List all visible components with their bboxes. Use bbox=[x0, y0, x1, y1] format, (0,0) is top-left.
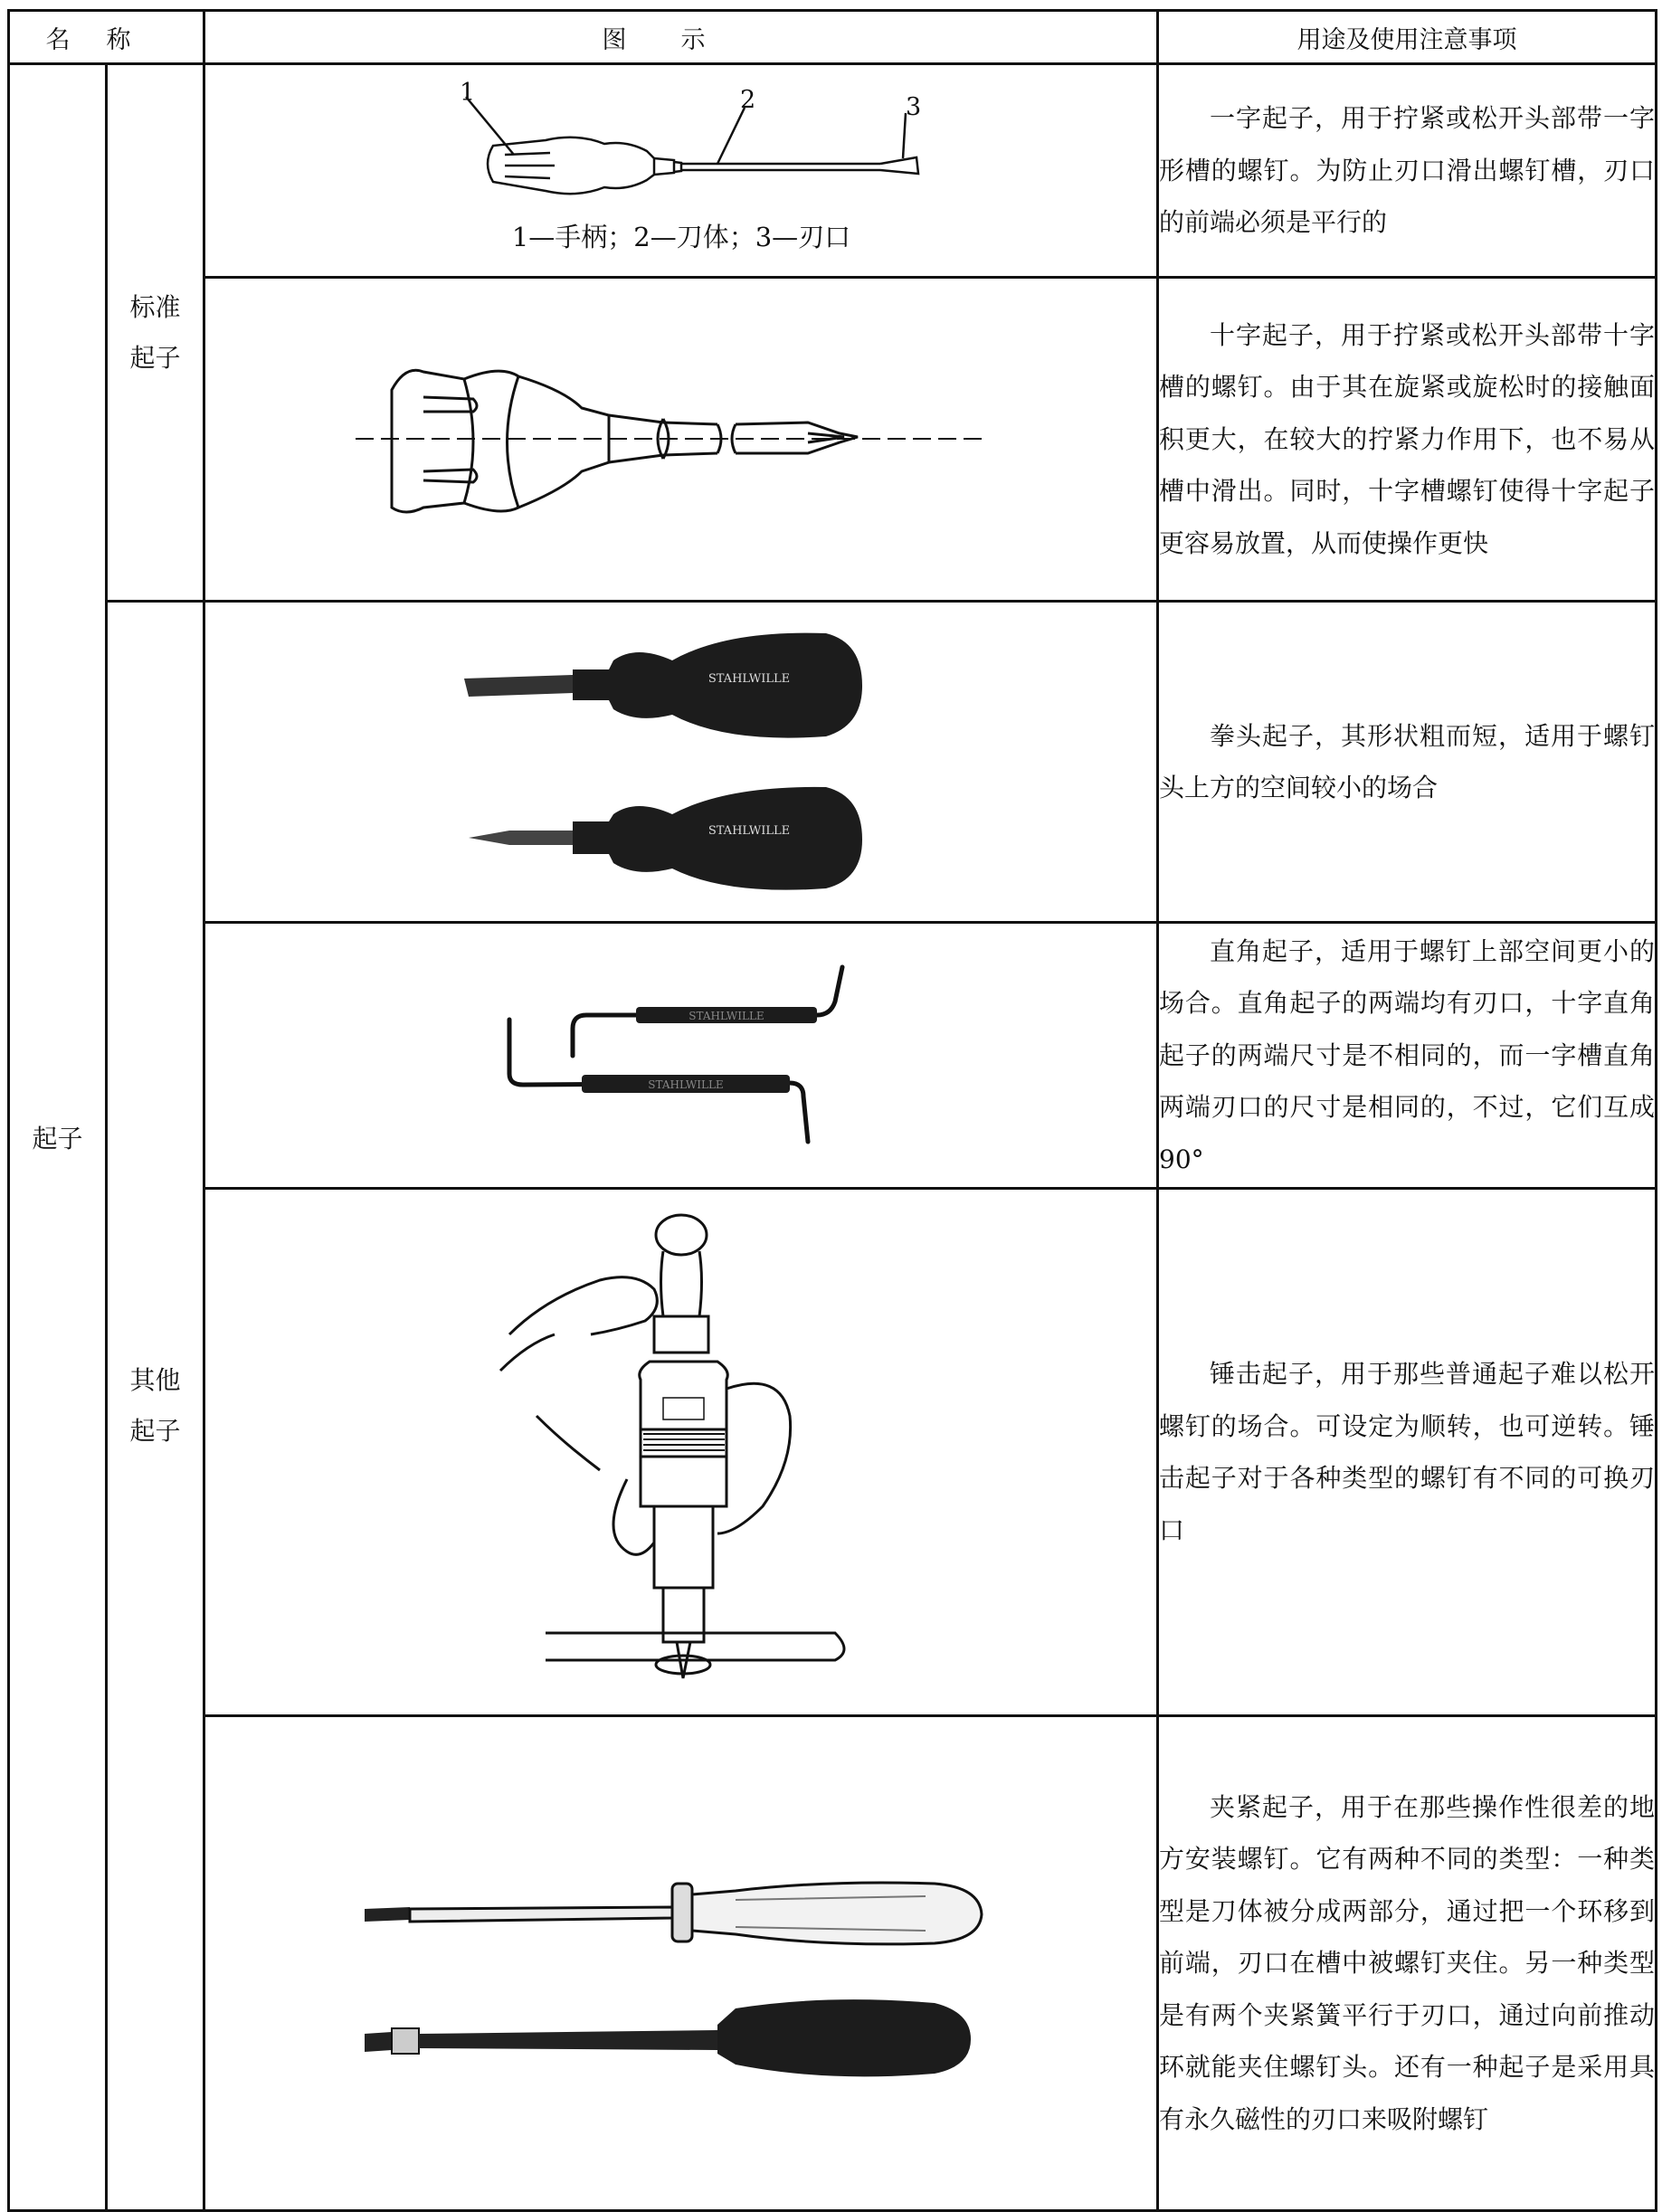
category-cell: 起子 bbox=[9, 64, 107, 2211]
description-impact: 锤击起子，用于那些普通起子难以松开螺钉的场合。可设定为顺转，也可逆转。锤击起子对于各种类型的螺钉有不同的可换刃口 bbox=[1158, 1189, 1657, 1716]
figure-flat-screwdriver bbox=[204, 64, 1158, 278]
label-handle-number: 1 bbox=[459, 80, 475, 107]
flat-screwdriver-diagram bbox=[410, 81, 953, 261]
figure-caption: 1—手柄；2—刀体；3—刃口 bbox=[511, 221, 850, 252]
table-row bbox=[9, 64, 1657, 278]
figure-phillips-screwdriver bbox=[204, 278, 1158, 602]
label-shank-number: 2 bbox=[739, 85, 755, 114]
screwdriver-table bbox=[7, 9, 1657, 2212]
figure-stubby-screwdrivers bbox=[204, 602, 1158, 923]
header-name: 名称 bbox=[9, 11, 204, 64]
label-tip-number: 3 bbox=[905, 92, 921, 121]
description-stubby: 拳头起子，其形状粗而短，适用于螺钉头上方的空间较小的场合 bbox=[1158, 602, 1657, 923]
group-other: 其他 起子 bbox=[107, 602, 204, 2211]
group-standard: 标准 起子 bbox=[107, 64, 204, 602]
description-holding: 夹紧起子，用于在那些操作性很差的地方安装螺钉。它有两种不同的类型：一种类型是刀体被分成两部分，通过把一个环移到前端，刃口在槽中被螺钉夹住。另一种类型是有两个夹紧簧平行于刃口，通过向前推动环就能夹住螺钉头。还有一种起子是采用具有永久磁性的刃口来吸附螺钉 bbox=[1158, 1716, 1657, 2211]
header-row bbox=[9, 11, 1657, 64]
table-row bbox=[9, 1189, 1657, 1716]
header-figure: 图示 bbox=[204, 11, 1158, 64]
description-phillips: 十字起子，用于拧紧或松开头部带十字槽的螺钉。由于其在旋紧或旋松时的接触面积更大，在较大的拧紧力作用下，也不易从槽中滑出。同时，十字槽螺钉使得十字起子更容易放置，从而使操作更快 bbox=[1158, 278, 1657, 602]
brand-label-top: STAHLWILLE bbox=[708, 672, 790, 686]
header-usage: 用途及使用注意事项 bbox=[1158, 11, 1657, 64]
table-row bbox=[9, 602, 1657, 923]
holding-screwdriver-photo bbox=[356, 1828, 1007, 2099]
description-flat: 一字起子，用于拧紧或松开头部带一字形槽的螺钉。为防止刃口滑出螺钉槽，刃口的前端必须是平行的 bbox=[1158, 64, 1657, 278]
figure-offset-screwdrivers bbox=[204, 923, 1158, 1189]
figure-impact-screwdriver bbox=[204, 1189, 1158, 1716]
figure-holding-screwdrivers bbox=[204, 1716, 1158, 2211]
offset-screwdriver-photo bbox=[482, 947, 880, 1164]
table-row bbox=[9, 923, 1657, 1189]
table-row bbox=[9, 278, 1657, 602]
table-row bbox=[9, 1716, 1657, 2211]
brand-label-offset-1: STAHLWILLE bbox=[688, 1009, 765, 1022]
impact-screwdriver-drawing bbox=[491, 1208, 871, 1696]
stubby-screwdriver-photo bbox=[455, 617, 907, 907]
description-offset: 直角起子，适用于螺钉上部空间更小的场合。直角起子的两端均有刃口，十字直角起子的两端尺寸是不相同的，而一字槽直角两端刃口的尺寸是相同的，不过，它们互成 90° bbox=[1158, 923, 1657, 1189]
brand-label-offset-2: STAHLWILLE bbox=[647, 1078, 724, 1091]
phillips-screwdriver-diagram bbox=[337, 336, 1025, 544]
brand-label-bottom: STAHLWILLE bbox=[708, 824, 790, 838]
